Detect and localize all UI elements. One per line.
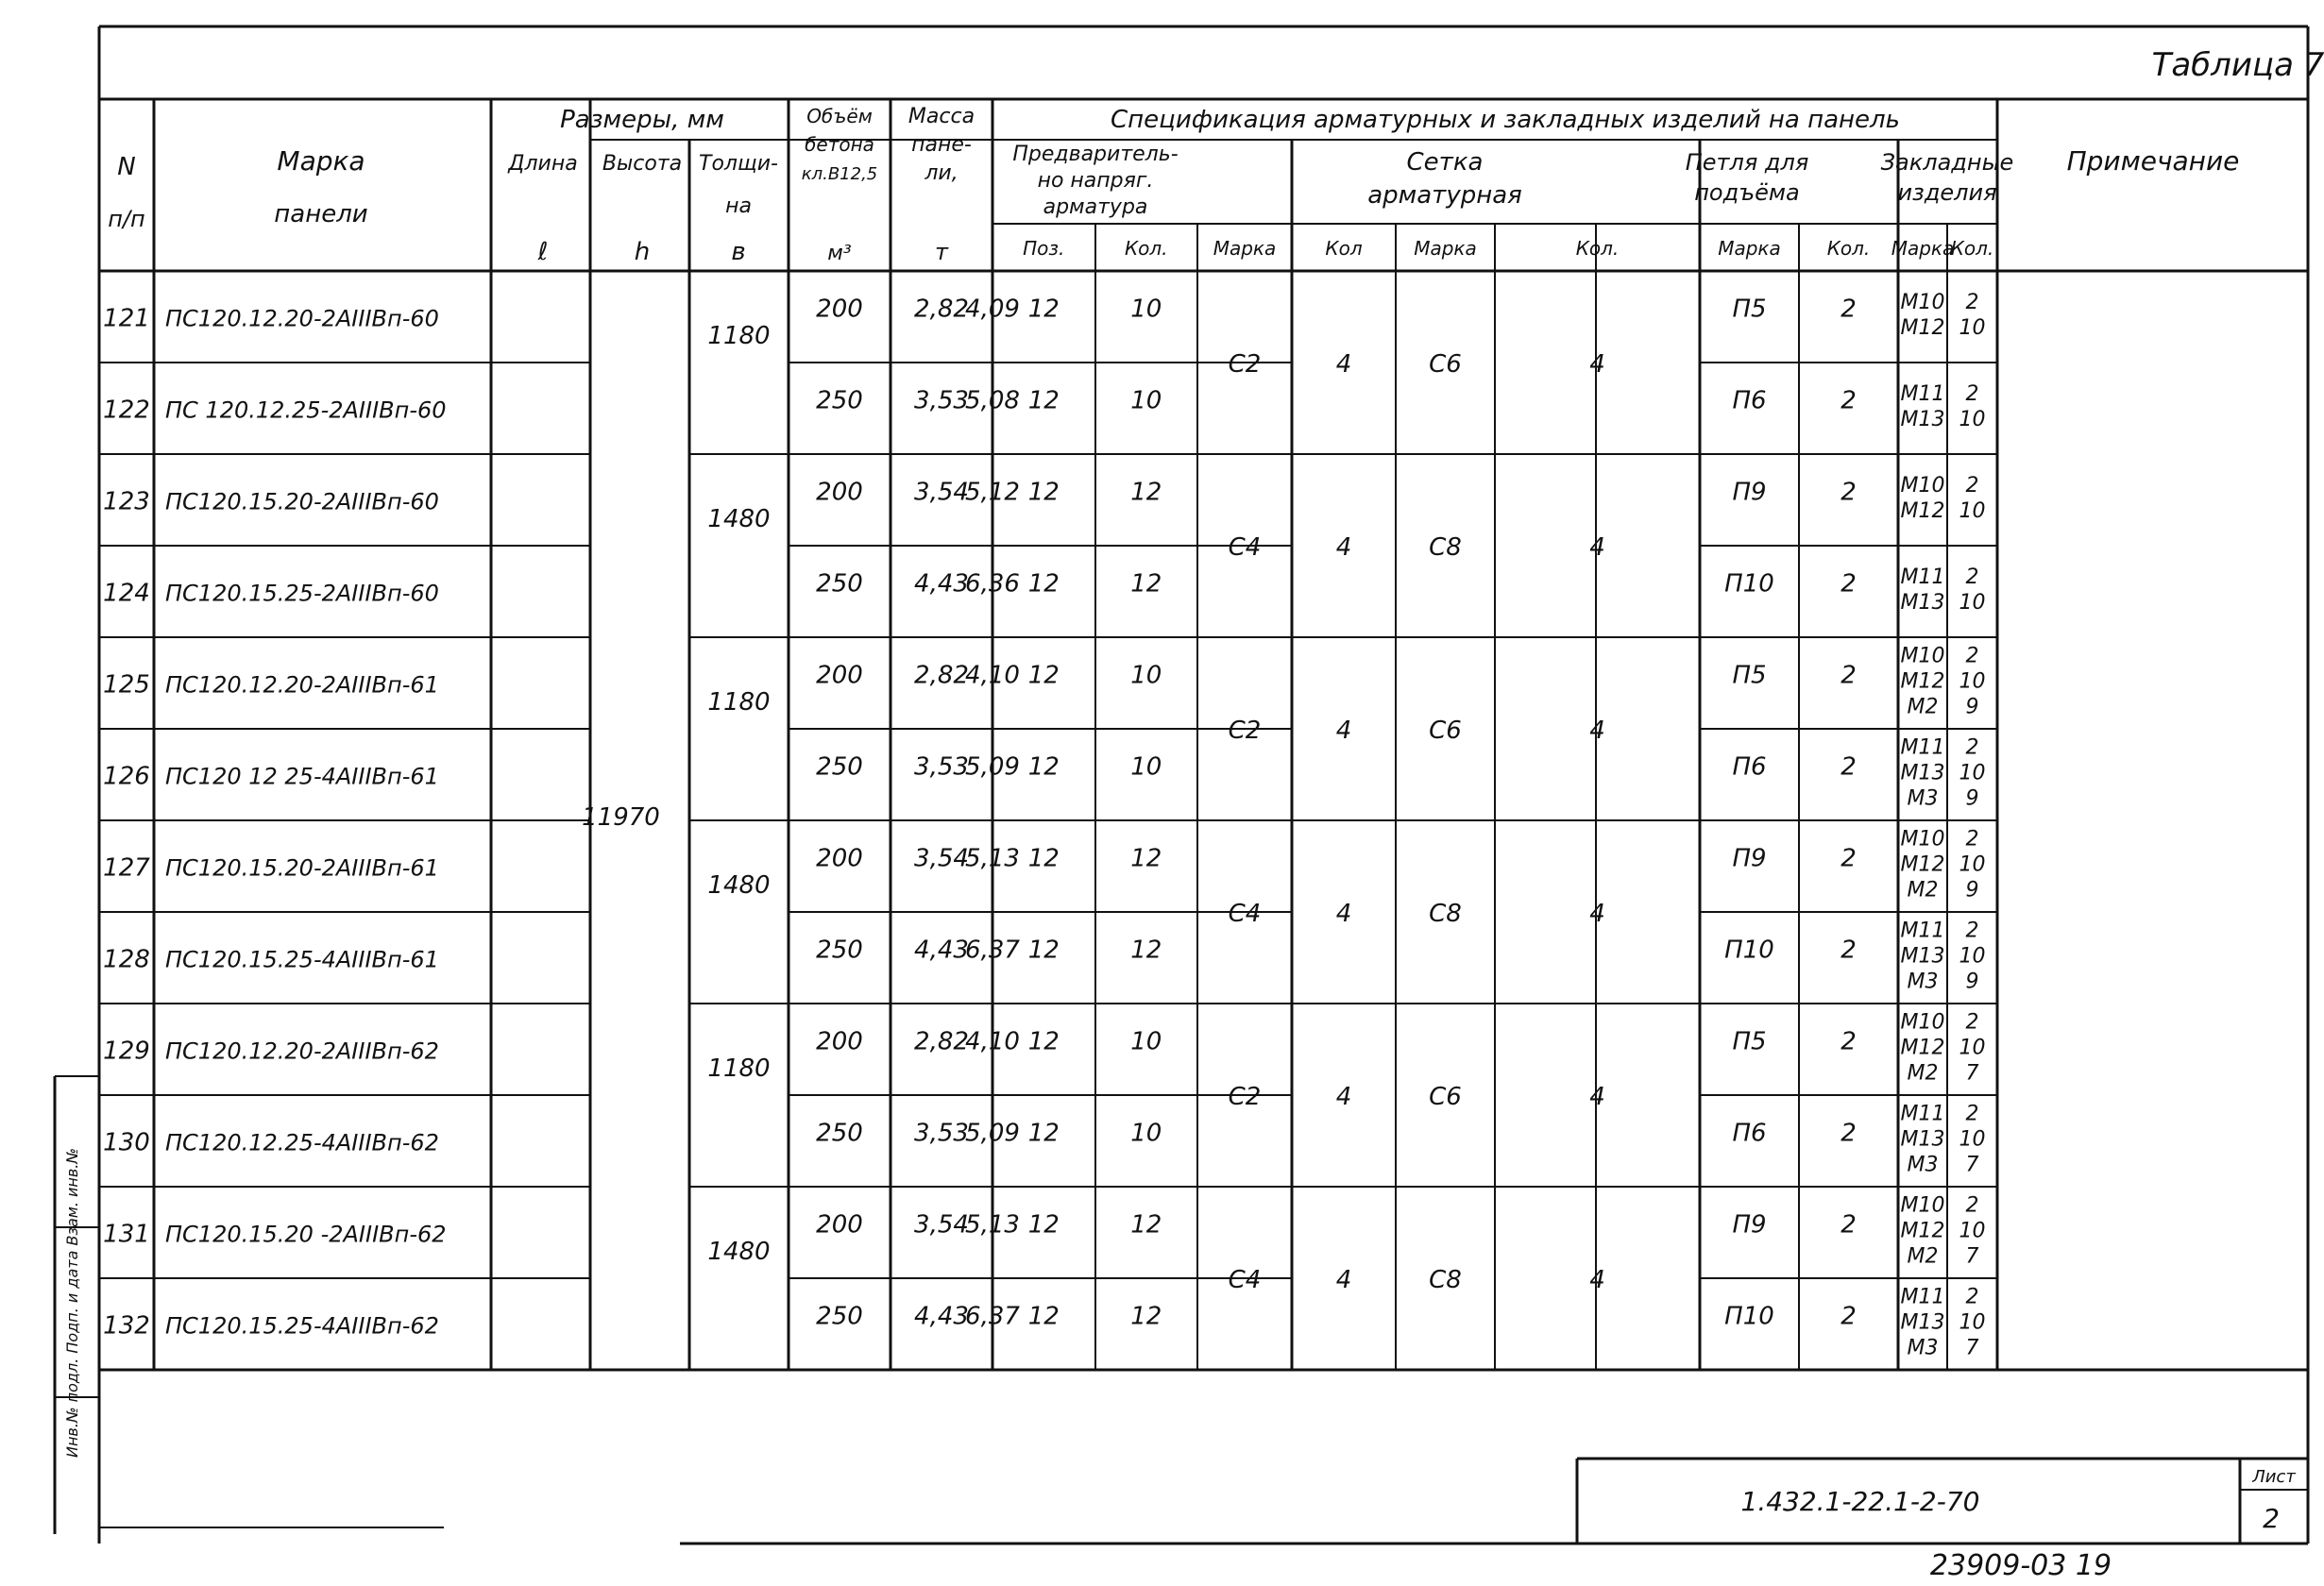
row-embedded-qty: 2 [1965,919,1979,943]
row-embedded-mark: М12 [1900,499,1945,523]
row-number: 126 [103,762,150,791]
row-embedded-mark: М13 [1900,1310,1945,1335]
row-loop-qty: 2 [1841,1302,1857,1331]
row-embedded-qty: 10 [1959,1219,1986,1243]
subheader-7: Кол. [1826,237,1871,260]
row-embedded-mark: М11 [1900,919,1945,943]
row-mass: 4,09 [965,295,1020,324]
row-number: 131 [103,1220,150,1249]
row-loop-qty: 2 [1841,1119,1857,1148]
row-embedded-qty: 7 [1965,1336,1979,1360]
row-embedded-mark: М12 [1900,316,1945,340]
row-embedded-mark: М11 [1900,382,1945,406]
row-embedded-mark: М3 [1907,1336,1939,1360]
row-poz: 12 [1027,478,1060,507]
row-poz: 12 [1027,1302,1060,1331]
header-embedded: Закладные [1880,149,2014,176]
row-embedded-qty: 2 [1965,1010,1979,1035]
row-thickness: 200 [816,661,863,690]
subheader-8: Марка [1891,237,1955,260]
row-thickness: 250 [816,386,863,415]
row-loop-qty: 2 [1841,569,1857,599]
group-height: 1180 [707,322,771,350]
row-loop: П6 [1732,1119,1767,1148]
row-embedded-qty: 7 [1965,1061,1979,1086]
row-embedded-qty: 2 [1965,644,1979,668]
row-embedded-qty: 9 [1965,695,1979,719]
row-embedded-qty: 10 [1959,499,1986,523]
row-volume: 2,82 [914,295,969,324]
header-num: N [117,153,136,181]
row-number: 132 [103,1311,150,1341]
row-embedded-qty: 7 [1965,1153,1979,1177]
row-loop-qty: 2 [1841,752,1857,782]
row-embedded-mark: М11 [1900,735,1945,760]
subheader-1: Кол. [1124,237,1168,260]
group-mesh-2-qty: 4 [1589,717,1605,745]
row-embedded-mark: М10 [1900,1193,1945,1218]
row-loop: П6 [1732,752,1767,782]
row-loop: П6 [1732,386,1767,415]
row-loop-qty: 2 [1841,661,1857,690]
table-text [63,46,2324,1582]
row-embedded-qty: 10 [1959,408,1986,431]
row-embedded-qty: 10 [1959,944,1986,969]
row-embedded-mark: М11 [1900,1102,1945,1126]
row-poz: 12 [1027,569,1060,599]
row-loop: П10 [1724,569,1774,599]
subheader-5: Кол. [1575,237,1620,260]
group-height: 1480 [707,1238,771,1266]
row-embedded-mark: М10 [1900,1010,1945,1035]
group-height: 1480 [707,505,771,533]
header-sizes-group: Размеры, мм [560,106,724,134]
subheader-4: Марка [1414,237,1477,260]
stamp-sheet-label: Лист [2252,1467,2296,1487]
header-prestress-2: но напряг. [1037,169,1154,193]
row-embedded-mark: М3 [1907,786,1939,811]
group-mesh-2: С8 [1429,533,1462,562]
row-embedded-qty: 10 [1959,591,1986,615]
header-mesh-2: арматурная [1367,181,1522,210]
header-loop-2: подъёма [1694,179,1800,206]
row-mass: 6,37 [965,1302,1020,1331]
row-mass: 6,36 [965,569,1020,599]
row-prestress-qty: 10 [1130,661,1162,690]
group-mesh-2: С6 [1429,717,1462,745]
row-embedded-mark: М12 [1900,1219,1945,1243]
row-volume: 4,43 [914,936,969,965]
header-volume-2: бетона [805,133,874,156]
group-mesh-2: С8 [1429,1266,1462,1294]
row-loop: П5 [1732,295,1767,324]
subheader-0: Поз. [1023,237,1065,260]
header-mass: Масса [908,105,975,128]
row-embedded-mark: М13 [1900,1127,1945,1152]
length-value: 11970 [582,803,660,832]
row-loop: П10 [1724,1302,1774,1331]
group-mesh-2-qty: 4 [1589,1083,1605,1111]
header-prestress: Предваритель- [1012,143,1179,166]
row-prestress-qty: 10 [1130,295,1162,324]
header-mesh: Сетка [1406,148,1484,177]
row-thickness: 200 [816,1210,863,1240]
row-number: 124 [103,579,150,608]
row-loop: П5 [1732,1027,1767,1056]
subheader-2: Марка [1213,237,1277,260]
row-embedded-qty: 10 [1959,669,1986,694]
header-height: Высота [602,152,683,176]
row-embedded-qty: 10 [1959,316,1986,340]
row-volume: 4,43 [914,1302,969,1331]
group-mesh-1-qty: 4 [1335,1083,1352,1111]
header-volume: Объём [806,105,873,127]
row-poz: 12 [1027,844,1060,873]
header-mass-3: ли, [925,161,958,185]
row-embedded-mark: М2 [1907,1244,1939,1269]
row-mark: ПС120.12.20-2АIIIВп-62 [165,1038,439,1065]
group-mesh-2: С8 [1429,900,1462,928]
header-thickness: Толщи- [699,152,778,176]
row-embedded-mark: М12 [1900,1036,1945,1060]
row-embedded-qty: 2 [1965,735,1979,760]
row-embedded-qty: 2 [1965,474,1979,498]
row-embedded-mark: М2 [1907,1061,1939,1086]
row-embedded-mark: М2 [1907,878,1939,903]
row-thickness: 200 [816,844,863,873]
row-mark: ПС120.15.25-2АIIIВп-60 [165,580,439,607]
subheader-3: Кол [1325,237,1363,260]
row-embedded-qty: 2 [1965,382,1979,406]
group-mesh-2-qty: 4 [1589,900,1605,928]
group-mesh-1-qty: 4 [1335,350,1352,379]
row-poz: 12 [1027,386,1060,415]
subheader-9: Кол. [1950,237,1994,260]
row-mass: 5,09 [965,1119,1020,1148]
row-number: 130 [103,1128,150,1157]
row-poz: 12 [1027,1210,1060,1240]
row-volume: 4,43 [914,569,969,599]
row-embedded-mark: М13 [1900,761,1945,785]
row-loop: П9 [1732,844,1767,873]
row-thickness: 200 [816,295,863,324]
row-volume: 3,54 [914,478,969,507]
row-embedded-qty: 7 [1965,1244,1979,1269]
row-embedded-mark: М11 [1900,565,1945,589]
row-mass: 5,08 [965,386,1020,415]
row-prestress-qty: 10 [1130,386,1162,415]
row-embedded-qty: 2 [1965,1285,1979,1309]
subheader-6: Марка [1718,237,1781,260]
row-mark: ПС120.15.20 -2АIIIВп-62 [165,1221,447,1248]
row-number: 128 [103,945,150,974]
header-embedded-2: изделия [1897,179,1997,206]
row-prestress-qty: 12 [1130,1302,1162,1331]
row-embedded-mark: М2 [1907,695,1939,719]
row-mass: 4,10 [965,1027,1020,1056]
group-mesh-1-qty: 4 [1335,717,1352,745]
row-poz: 12 [1027,936,1060,965]
row-mass: 5,09 [965,752,1020,782]
header-mass-2: пане- [911,133,972,157]
table-title: Таблица 7 [2151,46,2324,84]
group-mesh-1-qty: 4 [1335,900,1352,928]
row-poz: 12 [1027,295,1060,324]
row-mark: ПС120 12 25-4АIIIВп-61 [165,763,439,790]
table-grid [99,99,2308,1370]
group-mesh-2-qty: 4 [1589,350,1605,379]
row-poz: 12 [1027,752,1060,782]
row-loop: П9 [1732,1210,1767,1240]
row-mass: 5,13 [965,844,1020,873]
row-loop-qty: 2 [1841,386,1857,415]
row-mark: ПС 120.12.25-2АIIIВп-60 [165,396,447,424]
row-embedded-mark: М10 [1900,474,1945,498]
header-num-2: п/п [108,206,145,232]
row-prestress-qty: 10 [1130,752,1162,782]
group-mesh-2: С6 [1429,350,1462,379]
group-mesh-1-qty: 4 [1335,1266,1352,1294]
group-mesh-2: С6 [1429,1083,1462,1111]
group-height: 1180 [707,1055,771,1083]
row-mark: ПС120.12.25-4АIIIВп-62 [165,1129,439,1156]
header-length: Длина [508,152,578,176]
row-embedded-mark: М13 [1900,408,1945,431]
row-embedded-mark: М12 [1900,669,1945,694]
row-thickness: 250 [816,752,863,782]
row-thickness: 250 [816,1302,863,1331]
row-embedded-qty: 2 [1965,1193,1979,1218]
row-mass: 5,13 [965,1210,1020,1240]
row-loop-qty: 2 [1841,478,1857,507]
row-embedded-mark: М3 [1907,970,1939,994]
row-embedded-qty: 2 [1965,827,1979,852]
row-embedded-qty: 2 [1965,1102,1979,1126]
row-thickness: 250 [816,569,863,599]
row-embedded-mark: М3 [1907,1153,1939,1177]
row-volume: 3,53 [914,386,969,415]
row-poz: 12 [1027,1119,1060,1148]
row-volume: 3,54 [914,844,969,873]
group-height: 1480 [707,871,771,900]
header-thickness-sym: в [731,238,746,266]
header-volume-unit: м³ [827,242,852,265]
group-mesh-1: С4 [1228,1266,1262,1294]
header-spec-group: Спецификация арматурных и закладных изделий на панель [1111,106,1900,134]
row-number: 123 [103,487,150,516]
row-thickness: 250 [816,1119,863,1148]
row-embedded-mark: М12 [1900,852,1945,877]
group-mesh-1: С4 [1228,900,1262,928]
group-mesh-1: С4 [1228,533,1262,562]
row-embedded-qty: 10 [1959,852,1986,877]
row-mark: ПС120.12.20-2АIIIВп-61 [165,671,439,699]
header-height-sym: h [634,238,651,266]
row-embedded-mark: М10 [1900,644,1945,668]
row-mark: ПС120.15.20-2АIIIВп-60 [165,488,439,515]
row-loop-qty: 2 [1841,936,1857,965]
header-note: Примечание [2066,145,2240,177]
row-poz: 12 [1027,1027,1060,1056]
row-number: 121 [103,304,150,333]
row-loop-qty: 2 [1841,1210,1857,1240]
row-prestress-qty: 12 [1130,936,1162,965]
group-mesh-1-qty: 4 [1335,533,1352,562]
row-thickness: 200 [816,478,863,507]
row-loop: П5 [1732,661,1767,690]
row-loop-qty: 2 [1841,1027,1857,1056]
row-volume: 3,53 [914,752,969,782]
header-volume-3: кл.В12,5 [801,164,878,184]
row-volume: 2,82 [914,1027,969,1056]
row-embedded-qty: 10 [1959,1127,1986,1152]
row-prestress-qty: 12 [1130,569,1162,599]
header-mass-unit: т [935,239,948,265]
group-height: 1180 [707,688,771,717]
header-mark-2: панели [274,200,368,228]
row-prestress-qty: 12 [1130,478,1162,507]
row-mark: ПС120.15.25-4АIIIВп-61 [165,946,439,973]
row-embedded-mark: М10 [1900,827,1945,852]
group-mesh-2-qty: 4 [1589,533,1605,562]
group-mesh-2-qty: 4 [1589,1266,1605,1294]
row-embedded-qty: 9 [1965,786,1979,811]
row-embedded-qty: 9 [1965,878,1979,903]
row-prestress-qty: 10 [1130,1119,1162,1148]
row-embedded-qty: 10 [1959,761,1986,785]
group-mesh-1: С2 [1228,717,1262,745]
row-thickness: 250 [816,936,863,965]
row-embedded-mark: М13 [1900,591,1945,615]
header-prestress-3: арматура [1043,195,1148,219]
row-embedded-mark: М11 [1900,1285,1945,1309]
row-number: 125 [103,670,150,700]
row-mark: ПС120.12.20-2АIIIВп-60 [165,305,439,332]
row-embedded-qty: 10 [1959,1310,1986,1335]
row-embedded-mark: М13 [1900,944,1945,969]
row-mass: 4,10 [965,661,1020,690]
side-strip-labels: Инв.№ подл. Подп. и дата Взам. инв.№ [63,1147,81,1459]
row-volume: 3,54 [914,1210,969,1240]
row-prestress-qty: 10 [1130,1027,1162,1056]
header-mark: Марка [277,145,365,177]
row-poz: 12 [1027,661,1060,690]
row-mass: 6,37 [965,936,1020,965]
row-volume: 2,82 [914,661,969,690]
row-loop: П9 [1732,478,1767,507]
group-mesh-1: С2 [1228,1083,1262,1111]
row-prestress-qty: 12 [1130,1210,1162,1240]
row-loop-qty: 2 [1841,844,1857,873]
group-mesh-1: С2 [1228,350,1262,379]
row-embedded-qty: 9 [1965,970,1979,994]
row-embedded-qty: 2 [1965,565,1979,589]
footer-number: 23909-03 19 [1929,1549,2112,1582]
row-loop: П10 [1724,936,1774,965]
header-loop: Петля для [1685,149,1809,176]
row-prestress-qty: 12 [1130,844,1162,873]
row-embedded-mark: М10 [1900,291,1945,314]
row-mass: 5,12 [965,478,1020,507]
row-loop-qty: 2 [1841,295,1857,324]
header-length-sym: ℓ [537,238,549,266]
row-volume: 3,53 [914,1119,969,1148]
header-thickness-2: на [725,194,752,218]
row-embedded-qty: 2 [1965,291,1979,314]
row-mark: ПС120.15.20-2АIIIВп-61 [165,854,439,882]
row-embedded-qty: 10 [1959,1036,1986,1060]
row-number: 122 [103,396,150,425]
row-mark: ПС120.15.25-4АIIIВп-62 [165,1312,439,1340]
row-number: 127 [103,853,150,883]
row-thickness: 200 [816,1027,863,1056]
row-number: 129 [103,1037,150,1066]
stamp-doc-code: 1.432.1-22.1-2-70 [1740,1486,1980,1517]
stamp-sheet-number: 2 [2263,1503,2280,1534]
